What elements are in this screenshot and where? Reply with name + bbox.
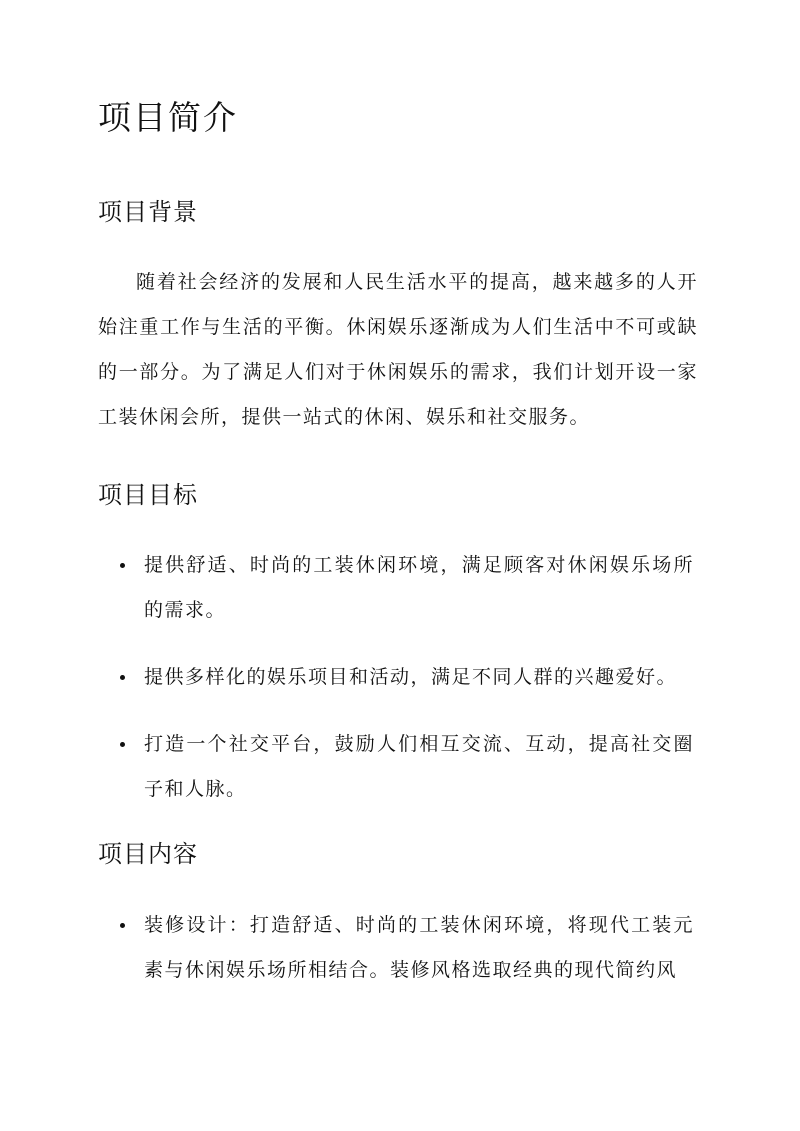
- list-item-text: 打造一个社交平台，鼓励人们相互交流、互动，提高社交圈子和人脉。: [144, 733, 694, 800]
- section-heading-background: 项目背景: [98, 198, 198, 226]
- section-heading-goals: 项目目标: [98, 481, 198, 509]
- list-item: [0, 722, 800, 812]
- background-paragraph: 随着社会经济的发展和人民生活水平的提高，越来越多的人开始注重工作与生活的平衡。休闲娱乐逐渐成为人们生活中不可或缺的一部分。为了满足人们对于休闲娱乐的需求，我们计划开设一家工装休闲会所，提供一站式的休闲、娱乐和社交服务。: [98, 271, 698, 428]
- page-title: 项目简介: [98, 98, 238, 137]
- bullet-icon: [120, 563, 125, 568]
- bullet-icon: [120, 923, 125, 928]
- bullet-icon: [120, 675, 125, 680]
- list-item: [0, 903, 800, 993]
- list-item-text: 装修设计：打造舒适、时尚的工装休闲环境，将现代工装元素与休闲娱乐场所相结合。装修风格选取经典的现代简约风: [144, 914, 694, 981]
- bullet-icon: [120, 742, 125, 747]
- list-item-text: 提供多样化的娱乐项目和活动，满足不同人群的兴趣爱好。: [144, 666, 678, 688]
- goals-list: [0, 543, 800, 812]
- list-item: [0, 543, 800, 633]
- list-item-text: 提供舒适、时尚的工装休闲环境，满足顾客对休闲娱乐场所的需求。: [144, 554, 694, 621]
- list-item: [0, 655, 800, 700]
- section-heading-content: 项目内容: [98, 840, 198, 868]
- content-list: [0, 903, 800, 993]
